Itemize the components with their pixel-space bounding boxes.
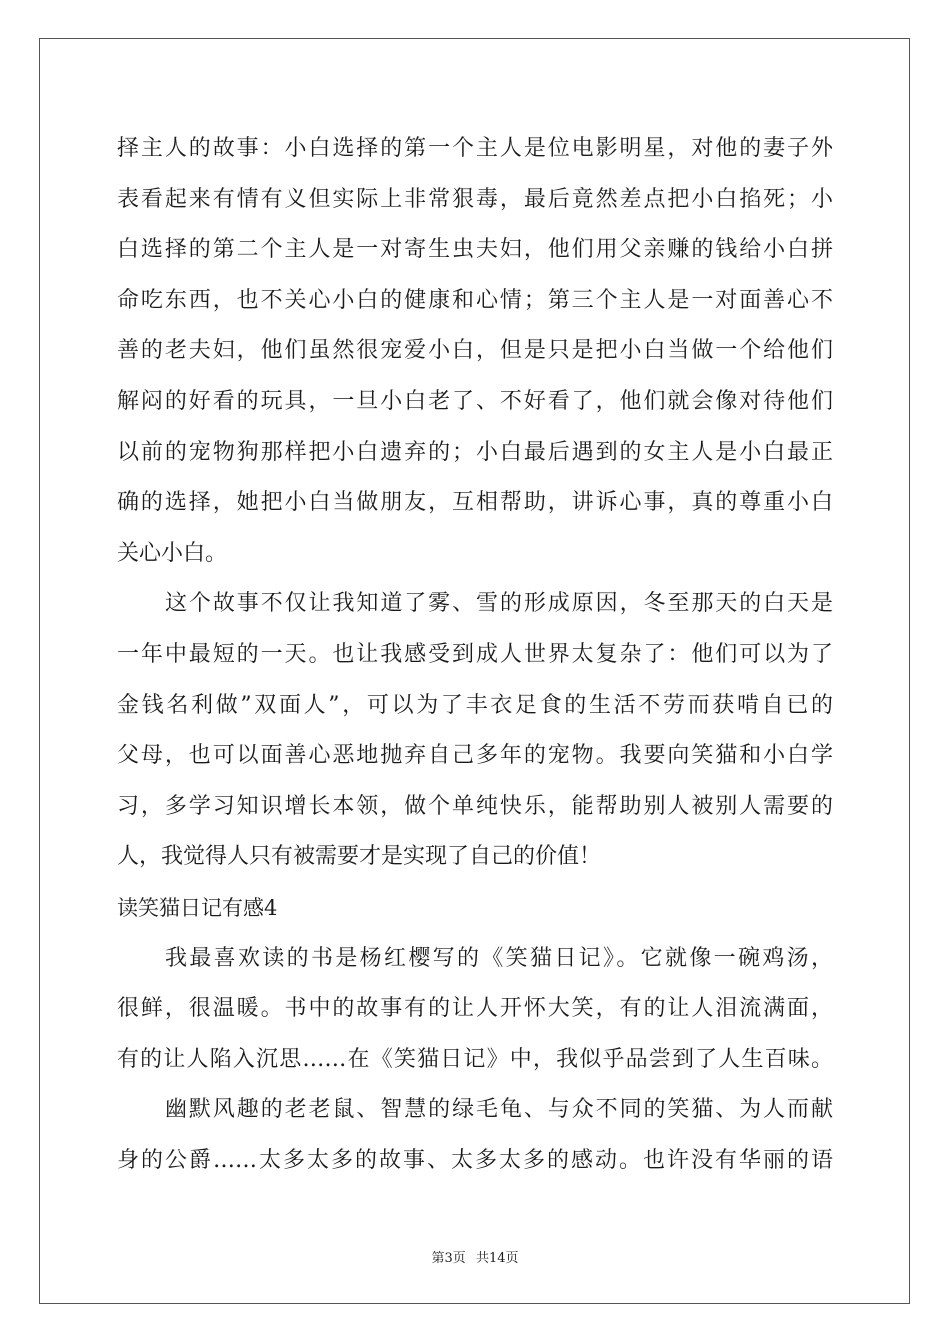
paragraph-start-line: 幽默风趣的老老鼠、智慧的绿毛龟、与众不同的笑猫、为人而献 (165, 1097, 833, 1123)
text-line: 解闷的好看的玩具，一旦小白老了、不好看了，他们就会像对待他们 (117, 388, 833, 414)
text-line: 命吃东西，也不关心小白的健康和心情；第三个主人是一对面善心不 (117, 287, 833, 313)
document-body (117, 124, 833, 1186)
text-line: 父母，也可以面善心恶地抛弃自己多年的宠物。我要向笑猫和小白学 (117, 743, 833, 769)
text-line: 金钱名利做”双面人”，可以为了丰衣足食的生活不劳而获啃自已的 (117, 692, 833, 718)
text-line: 择主人的故事：小白选择的第一个主人是位电影明星，对他的妻子外 (117, 136, 833, 161)
text-line: 善的老夫妇，他们虽然很宠爱小白，但是只是把小白当做一个给他们 (117, 338, 833, 364)
section-heading: 读笑猫日记有感4 (117, 895, 278, 920)
text-line: 习，多学习知识增长本领，做个单纯快乐，能帮助别人被别人需要的 (117, 793, 833, 819)
text-line: 确的选择，她把小白当做朋友，互相帮助，讲诉心事，真的尊重小白 (117, 490, 833, 516)
page-number: 第3页 (431, 1251, 466, 1266)
page-footer (0, 1247, 950, 1266)
text-line: 身的公爵……太多太多的故事、太多太多的感动。也许没有华丽的语 (117, 1147, 833, 1173)
text-line: 表看起来有情有义但实际上非常狠毒，最后竟然差点把小白掐死；小 (117, 186, 833, 212)
text-line: 很鲜，很温暖。书中的故事有的让人开怀大笑，有的让人泪流满面， (117, 996, 833, 1022)
paragraph-start-line: 这个故事不仅让我知道了雾、雪的形成原因，冬至那天的白天是 (165, 591, 833, 617)
text-line: 以前的宠物狗那样把小白遗弃的；小白最后遇到的女主人是小白最正 (117, 439, 833, 465)
total-pages: 共14页 (475, 1251, 519, 1266)
text-line: 一年中最短的一天。也让我感受到成人世界太复杂了：他们可以为了 (117, 641, 833, 667)
text-line: 白选择的第二个主人是一对寄生虫夫妇，他们用父亲赚的钱给小白拼 (117, 237, 833, 263)
text-line: 人，我觉得人只有被需要才是实现了自己的价值！ (117, 844, 602, 870)
text-line: 关心小白。 (117, 540, 228, 566)
paragraph-start-line: 我最喜欢读的书是杨红樱写的《笑猫日记》。它就像一碗鸡汤， (165, 945, 833, 971)
text-line: 有的让人陷入沉思……在《笑猫日记》中，我似乎品尝到了人生百味。 (117, 1046, 833, 1072)
